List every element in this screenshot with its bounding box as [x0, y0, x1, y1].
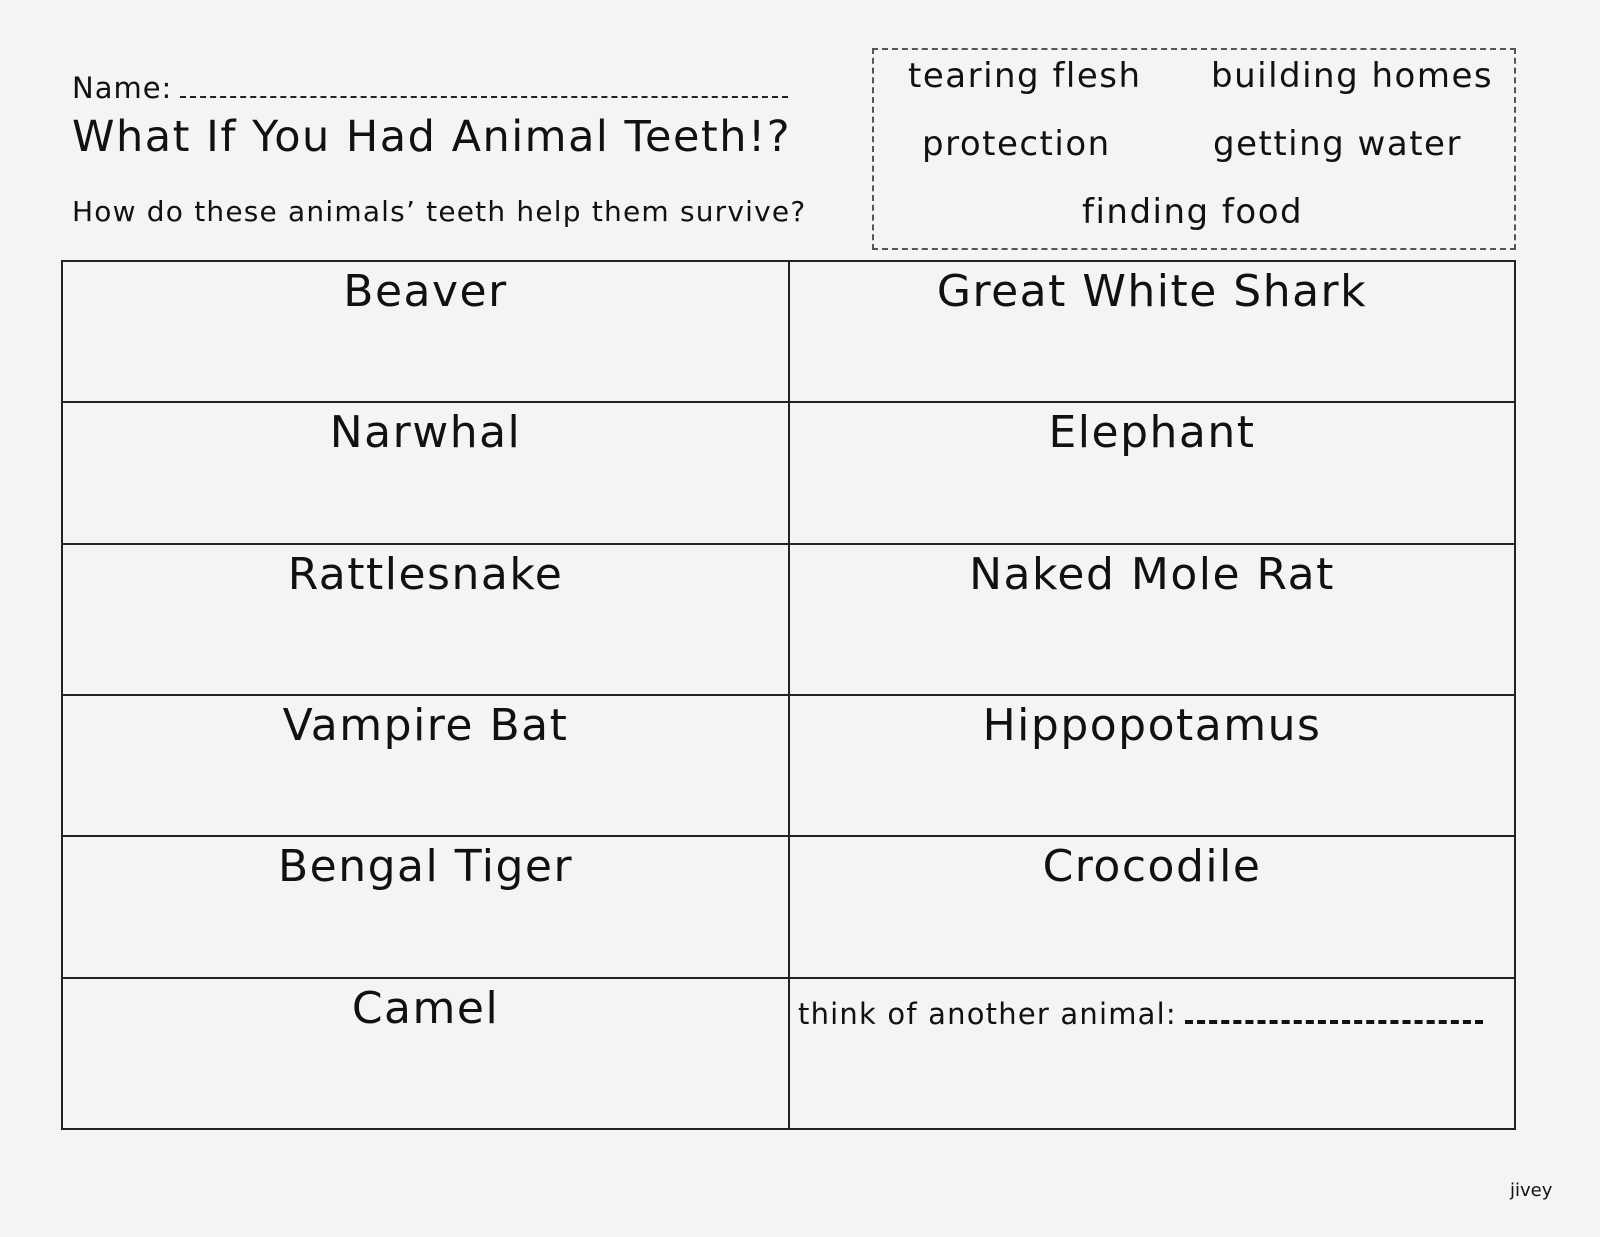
word-bank-item: tearing flesh: [908, 56, 1142, 96]
table-cell[interactable]: [63, 262, 790, 403]
animal-teeth-table: [61, 260, 1516, 1130]
other-animal-label: think of another animal:: [798, 997, 1177, 1031]
table-cell[interactable]: [790, 696, 1514, 837]
worksheet-question: How do these animals’ teeth help them survive?: [72, 195, 807, 228]
animal-label: Great White Shark: [936, 266, 1368, 317]
animal-label: Bengal Tiger: [277, 841, 574, 892]
table-cell[interactable]: [63, 403, 790, 545]
word-bank-item: getting water: [1213, 124, 1462, 164]
table-cell[interactable]: [790, 403, 1514, 545]
worksheet-title: What If You Had Animal Teeth!?: [72, 112, 792, 162]
word-bank-item: building homes: [1211, 56, 1494, 96]
other-animal-prompt: [798, 997, 1483, 1031]
animal-label: Crocodile: [1042, 841, 1262, 892]
word-bank-item: protection: [922, 124, 1111, 164]
animal-label: Hippopotamus: [982, 700, 1322, 751]
name-label: Name:: [72, 71, 173, 105]
table-cell[interactable]: [63, 979, 790, 1128]
animal-label: Naked Mole Rat: [969, 549, 1335, 600]
word-bank: [872, 48, 1516, 250]
table-cell[interactable]: [790, 262, 1514, 403]
table-cell[interactable]: [63, 545, 790, 696]
word-bank-item: finding food: [1082, 192, 1304, 232]
table-cell[interactable]: [63, 837, 790, 979]
animal-label: Rattlesnake: [287, 549, 564, 600]
animal-label: Narwhal: [329, 407, 522, 458]
table-cell[interactable]: [790, 837, 1514, 979]
author-credit: jivey: [1510, 1180, 1553, 1201]
animal-label: Beaver: [343, 266, 508, 317]
other-animal-cell[interactable]: [790, 979, 1514, 1128]
name-field[interactable]: [72, 70, 788, 105]
animal-label: Camel: [351, 983, 500, 1034]
table-cell[interactable]: [790, 545, 1514, 696]
name-blank-line[interactable]: [180, 70, 788, 98]
other-animal-blank-line[interactable]: [1185, 1000, 1483, 1024]
table-cell[interactable]: [63, 696, 790, 837]
animal-label: Vampire Bat: [282, 700, 569, 751]
animal-label: Elephant: [1048, 407, 1256, 458]
